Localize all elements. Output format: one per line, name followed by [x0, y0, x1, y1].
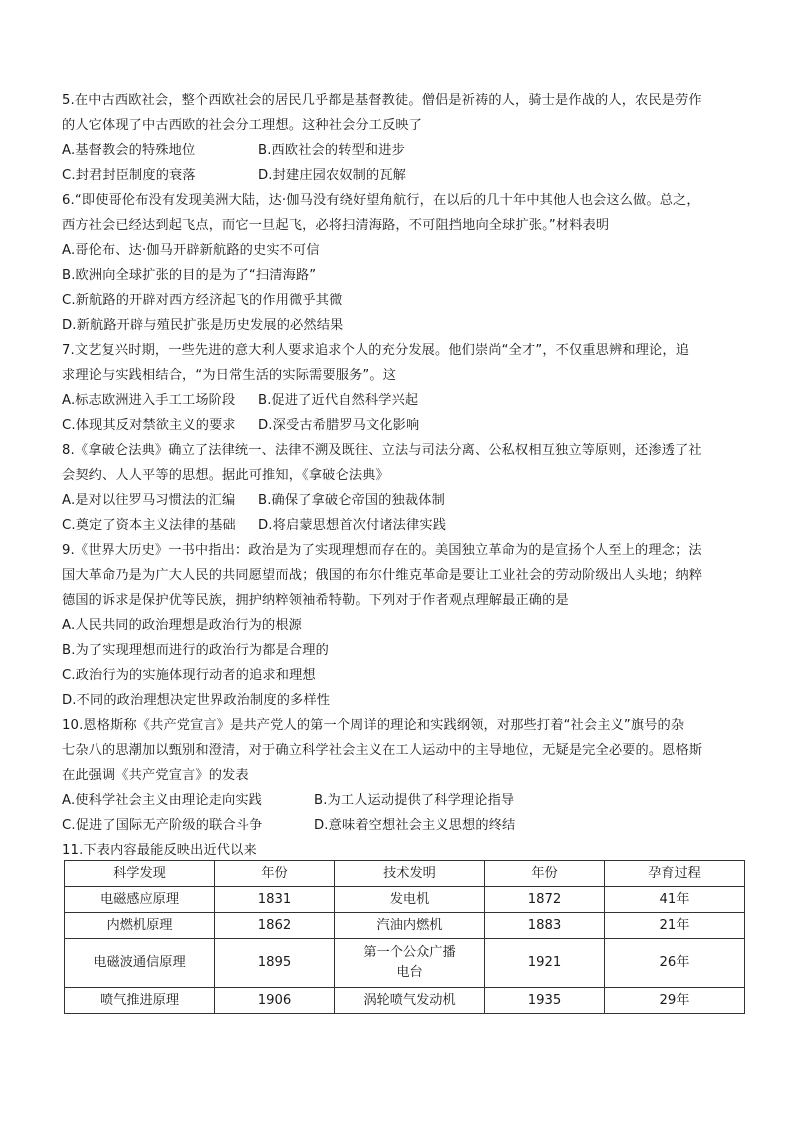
answer-option: C.政治行为的实施体现行动者的追求和理想 [62, 668, 316, 683]
answer-option: C.封君封臣制度的衰落 [62, 168, 196, 183]
invention-table [64, 860, 745, 1014]
question-stem-line: 七杂八的思潮加以甄别和澄清，对于确立科学社会主义在工人运动中的主导地位，无疑是完全必要的。恩格斯 [62, 743, 703, 758]
answer-option: C.奠定了资本主义法律的基础 [62, 518, 236, 533]
table-cell: 电磁波通信原理 [65, 939, 215, 988]
answer-option: A.人民共同的政治理想是政治行为的根源 [62, 618, 303, 633]
answer-option: B.欧洲向全球扩张的目的是为了“扫清海路” [62, 268, 317, 283]
option-row [62, 613, 748, 638]
question-stem-line: 在此强调《共产党宣言》的发表 [62, 768, 249, 783]
table-cell: 1906 [215, 988, 335, 1014]
table-cell: 汽油内燃机 [335, 913, 485, 939]
answer-option: A.哥伦布、达·伽马开辟新航路的史实不可信 [62, 243, 320, 258]
question-stem-line: 国大革命乃是为广大人民的共同愿望而战；俄国的布尔什维克革命是要让工业社会的劳动阶级出人头地；纳粹 [62, 568, 703, 583]
answer-option: C.促进了国际无产阶级的联合斗争 [62, 818, 263, 833]
answer-option: B.为了实现理想而进行的政治行为都是合理的 [62, 643, 329, 658]
table-cell: 1831 [215, 887, 335, 913]
answer-option: A.使科学社会主义由理论走向实践 [62, 793, 263, 808]
answer-option: D.意味着空想社会主义思想的终结 [314, 818, 516, 833]
table-header-cell: 孕育过程 [605, 861, 745, 887]
question-stem-line: 8.《拿破仑法典》确立了法律统一、法律不溯及既往、立法与司法分离、公私权相互独立等原则，还渗透了社 [62, 443, 702, 458]
option-row [62, 488, 748, 513]
table-cell: 1872 [485, 887, 605, 913]
question-stem-line: 5.在中古西欧社会，整个西欧社会的居民几乎都是基督教徒。僧侣是祈祷的人，骑士是作战的人，农民是劳作 [62, 93, 702, 108]
table-header-cell: 科学发现 [65, 861, 215, 887]
question-8 [62, 438, 748, 538]
table-row [65, 887, 745, 913]
option-row [62, 288, 748, 313]
question-stem-line: 7.文艺复兴时期，一些先进的意大利人要求追求个人的充分发展。他们崇尚“全才”，不仅重思辨和理论，追 [62, 343, 690, 358]
answer-option: D.不同的政治理想决定世界政治制度的多样性 [62, 693, 331, 708]
option-row [62, 263, 748, 288]
table-cell: 内燃机原理 [65, 913, 215, 939]
table-cell: 喷气推进原理 [65, 988, 215, 1014]
question-stem-line: 德国的诉求是保护优等民族，拥护纳粹领袖希特勒。下列对于作者观点理解最正确的是 [62, 593, 569, 608]
table-header-cell: 技术发明 [335, 861, 485, 887]
option-row [62, 138, 748, 163]
table-row [65, 913, 745, 939]
question-stem-line: 6.“即使哥伦布没有发现美洲大陆，达·伽马没有绕好望角航行，在以后的几十年中其他人也会这么做。总之， [62, 193, 700, 208]
answer-option: C.体现其反对禁欲主义的要求 [62, 418, 236, 433]
question-stem-line: 的人它体现了中古西欧的社会分工理想。这种社会分工反映了 [62, 118, 423, 133]
option-row [62, 513, 748, 538]
option-row [62, 163, 748, 188]
table-cell: 41年 [605, 887, 745, 913]
table-row [65, 939, 745, 988]
table-cell: 第一个公众广播电台 [335, 939, 485, 988]
answer-option: D.将启蒙思想首次付诸法律实践 [258, 518, 447, 533]
table-cell: 21年 [605, 913, 745, 939]
question-5 [62, 88, 748, 188]
answer-option: B.确保了拿破仑帝国的独裁体制 [258, 493, 445, 508]
table-header-cell: 年份 [485, 861, 605, 887]
answer-option: A.是对以往罗马习惯法的汇编 [62, 493, 236, 508]
answer-option: D.新航路开辟与殖民扩张是历史发展的必然结果 [62, 318, 344, 333]
question-stem-line: 10.恩格斯称《共产党宣言》是共产党人的第一个周详的理论和实践纲领，对那些打着“社会主义”旗号的杂 [62, 718, 685, 733]
question-7 [62, 338, 748, 438]
table-cell: 1862 [215, 913, 335, 939]
question-stem-line: 会契约、人人平等的思想。据此可推知，《拿破仑法典》 [62, 468, 389, 483]
table-cell: 发电机 [335, 887, 485, 913]
table-header-cell: 年份 [215, 861, 335, 887]
table-cell: 26年 [605, 939, 745, 988]
answer-option: B.为工人运动提供了科学理论指导 [314, 793, 515, 808]
question-stem-line: 求理论与实践相结合，“为日常生活的实际需要服务”。这 [62, 368, 397, 383]
question-9 [62, 538, 748, 713]
option-row [62, 688, 748, 713]
question-10 [62, 713, 748, 838]
question-stem-line: 西方社会已经达到起飞点，而它一旦起飞，必将扫清海路，不可阻挡地向全球扩张。”材料表明 [62, 218, 610, 233]
table-cell: 电磁感应原理 [65, 887, 215, 913]
answer-option: B.促进了近代自然科学兴起 [258, 393, 419, 408]
option-row [62, 638, 748, 663]
option-row [62, 813, 748, 838]
exam-page [62, 88, 748, 863]
table-cell: 1883 [485, 913, 605, 939]
answer-option: A.基督教会的特殊地位 [62, 143, 196, 158]
table-header-row [65, 861, 745, 887]
question-6 [62, 188, 748, 338]
question-stem-line: 9.《世界大历史》一书中指出：政治是为了实现理想而存在的。美国独立革命为的是宣扬个人至上的理念；法 [62, 543, 702, 558]
answer-option: A.标志欧洲进入手工工场阶段 [62, 393, 236, 408]
table-cell: 29年 [605, 988, 745, 1014]
answer-option: D.深受古希腊罗马文化影响 [258, 418, 420, 433]
option-row [62, 313, 748, 338]
table-cell: 1921 [485, 939, 605, 988]
table-cell: 1935 [485, 988, 605, 1014]
option-row [62, 388, 748, 413]
option-row [62, 413, 748, 438]
answer-option: C.新航路的开辟对西方经济起飞的作用微乎其微 [62, 293, 343, 308]
option-row [62, 663, 748, 688]
answer-option: B.西欧社会的转型和进步 [258, 143, 405, 158]
answer-option: D.封建庄园农奴制的瓦解 [258, 168, 407, 183]
table-row [65, 988, 745, 1014]
option-row [62, 788, 748, 813]
table-cell: 1895 [215, 939, 335, 988]
question-stem-line: 11.下表内容最能反映出近代以来 [62, 843, 257, 858]
table-cell: 涡轮喷气发动机 [335, 988, 485, 1014]
option-row [62, 238, 748, 263]
